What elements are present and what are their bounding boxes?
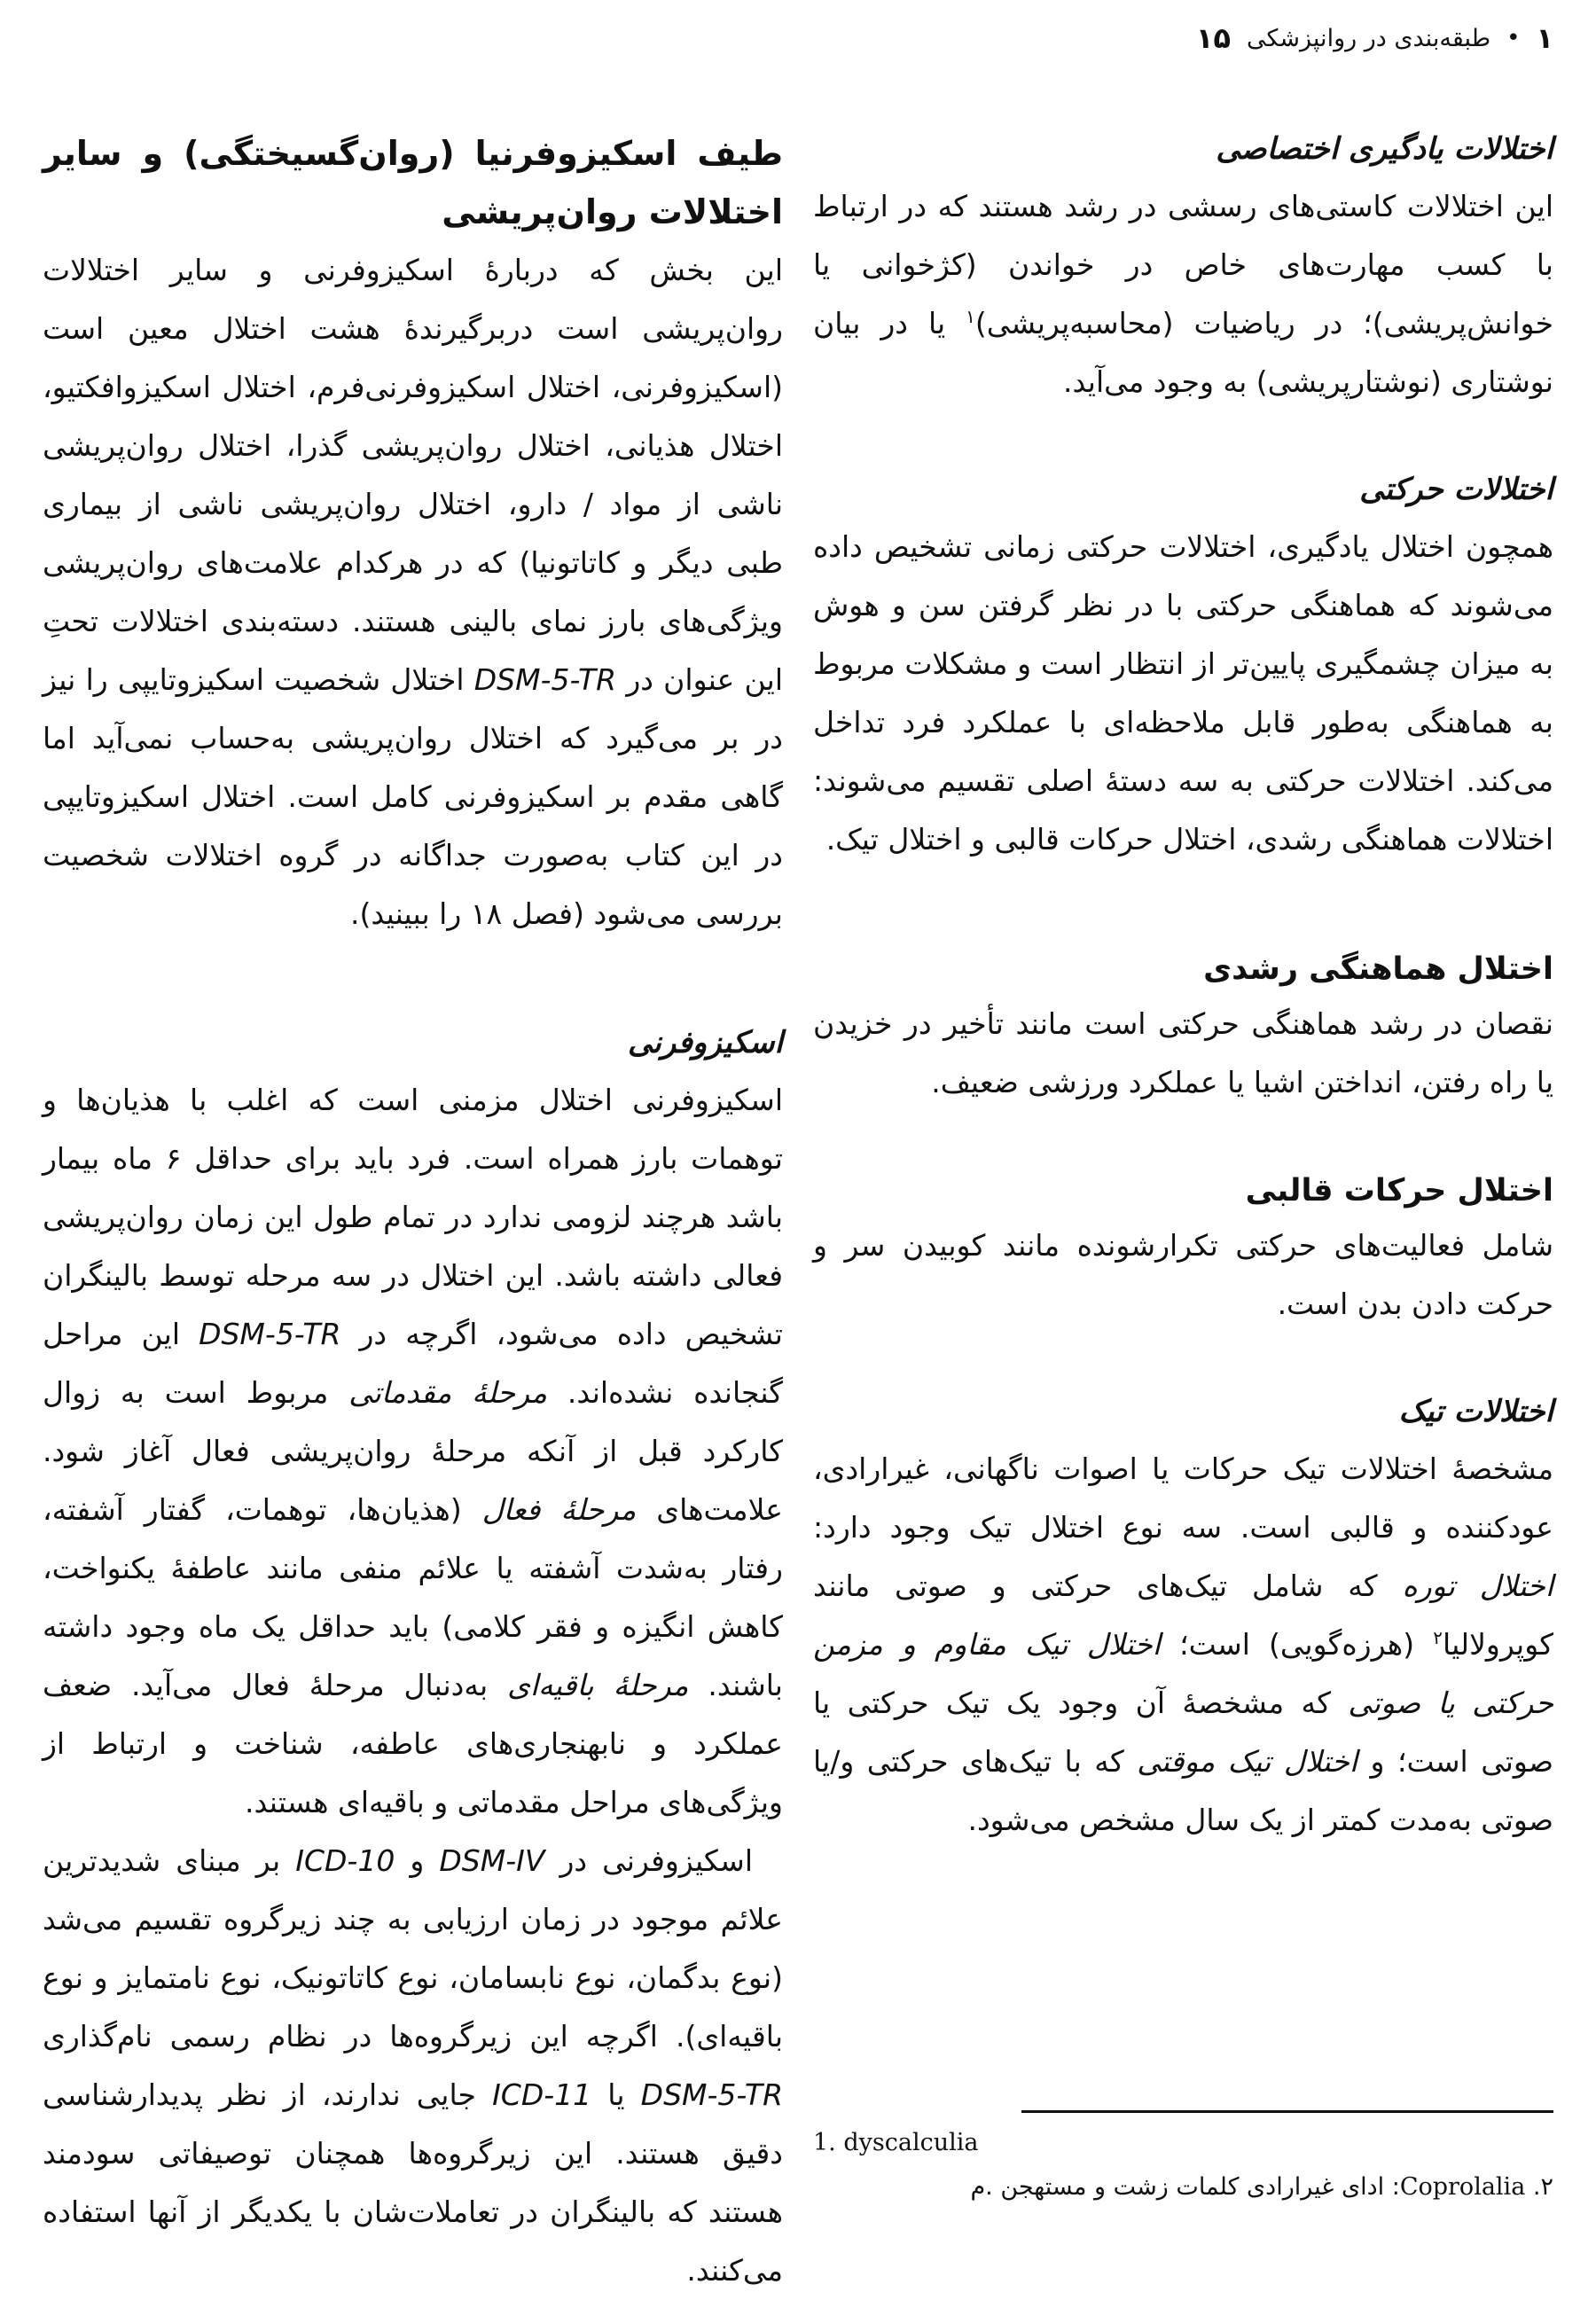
schizo2-text-b: و xyxy=(395,1843,440,1878)
schizo2-text-c: بر مبنای شدیدترین علائم موجود در زمان ارزیابی به چند زیرگروه تقسیم می‌شد (نوع بدگمان، نوع نابسامان، نوع کاتاتونیک، نوع نامتمایز و نوع باقیه‌ای). اگرچه این زیرگروه‌ها در نظام رسمی نام‌گذاری xyxy=(43,1843,783,2054)
prodromal-phase: مرحلهٔ مقدماتی xyxy=(348,1375,548,1410)
tic-text-d: (هرزه‌گویی) است؛ xyxy=(1160,1627,1434,1662)
learning-text: این اختلالات کاستی‌های رسشی در رشد هستند که در ارتباط با کسب مهارت‌های خاص در خواندن (کژخوانی یا خوانش‌پریشی)؛ در ریاضیات (محاسبه‌پریشی) xyxy=(813,189,1553,340)
schizophrenia-heading: اسکیزوفرنی xyxy=(628,1025,783,1060)
schizo-text-h: به‌دنبال مرحلهٔ فعال می‌آید. ضعف عملکرد و نابهنجاری‌های عاطفه، شناخت و ارتباط از ویژگی‌های مراحل مقدماتی و باقیه‌ای هستند. xyxy=(43,1668,783,1819)
schizo-text-b: این مراحل گنجانده نشده‌اند. xyxy=(43,1317,783,1410)
tic-text-tourette: اختلال توره xyxy=(1402,1569,1554,1603)
tic-text-chronic: اختلال تیک مقاوم و مزمن حرکتی یا صوتی xyxy=(813,1627,1553,1720)
learning-text-tail: یا در بیان نوشتاری (نوشتارپریشی) به وجود می‌آید. xyxy=(813,306,1553,399)
schizophrenia-spectrum-paragraph xyxy=(43,241,783,943)
learning-disorders-heading: اختلالات یادگیری اختصاصی xyxy=(1216,131,1553,167)
icd-10-ref: ICD-10 xyxy=(295,1843,395,1878)
schizo2-text-a: اسکیزوفرنی در xyxy=(544,1843,754,1878)
footnote-2 xyxy=(813,2165,1553,2210)
dsm-5-tr-ref: DSM-5-TR xyxy=(199,1317,341,1351)
learning-disorders-paragraph xyxy=(813,177,1553,411)
schizo2-text-d: یا xyxy=(591,2077,641,2112)
tic-disorders-heading: اختلالات تیک xyxy=(1398,1394,1553,1429)
schizo-text-d: مربوط است به زوال کارکرد قبل از آنکه مرحلهٔ روان‌پریشی فعال آغاز شود. علامت‌های xyxy=(43,1375,783,1527)
motor-disorders-paragraph: همچون اختلال یادگیری، اختلالات حرکتی زمانی تشخیص داده می‌شوند که هماهنگی حرکتی با در نظر گرفتن سن و هوش به میزان چشمگیری پایین‌تر از انتظار است و مشکلات مربوط به هماهنگی به‌طور قابل ملاحظه‌ای با عملکرد فرد تداخل می‌کند. اختلالات حرکتی به سه دستهٔ اصلی تقسیم می‌شوند: اختلالات هماهنگی رشدی، اختلال حرکات قالبی و اختلال تیک. xyxy=(813,529,1553,857)
schizo-text-f: (هذیان‌ها، توهمات، گفتار آشفته، رفتار به‌شدت آشفته یا علائم منفی مانند عاطفهٔ یکنواخت، کاهش انگیزه و فقر کلامی) باید حداقل یک ماه وجود داشته باشند. xyxy=(43,1492,783,1702)
tic-text-h: که با تیک‌های حرکتی و/یا صوتی به‌مدت کمتر از یک سال مشخص می‌شود. xyxy=(813,1744,1553,1837)
schizophrenia-spectrum-heading: طیف اسکیزوفرنیا (روان‌گسیختگی) و سایر اختلالات روان‌پریشی xyxy=(43,134,783,231)
spectrum-text-a: این بخش که دربارهٔ اسکیزوفرنی و سایر اختلالات روان‌پریشی است دربرگیرندهٔ هشت اختلال معین است (اسکیزوفرنی، اختلال اسکیزوفرنی‌فرم، اختلال اسکیزوافکتیو، اختلال هذیانی، اختلال روان‌پریشی گذرا، اختلال روان‌پریشی ناشی از مواد / دارو، اختلال روان‌پریشی ناشی از بیماری طبی دیگر و کاتاتونیا) که در هرکدام علامت‌های روان‌پریشی ویژگی‌های بارز نمای بالینی هستند. دسته‌بندی اختلالات تحتِ این عنوان در xyxy=(43,253,783,697)
spectrum-text-b: اختلال شخصیت اسکیزوتایپی را نیز در بر می‌گیرد که اختلال روان‌پریشی به‌حساب نمی‌آید اما گاهی مقدم بر اسکیزوفرنی کامل است. اختلال اسکیزوتایپی در این کتاب به‌صورت جداگانه در گروه اختلالات شخصیت بررسی می‌شود (فصل ۱۸ را ببینید). xyxy=(43,662,783,931)
chapter-title: طبقه‌بندی در روانپزشکی xyxy=(1246,24,1491,52)
chapter-number: ۱ xyxy=(1536,21,1553,55)
schizophrenia-paragraph-2 xyxy=(43,1832,783,2300)
developmental-coordination-paragraph: نقصان در رشد هماهنگی حرکتی است مانند تأخیر در خزیدن یا راه رفتن، انداختن اشیا یا عملکرد ورزشی ضعیف. xyxy=(813,1006,1553,1099)
dsm-5-tr-ref: DSM-5-TR xyxy=(640,2077,783,2112)
bullet-separator: • xyxy=(1506,25,1521,51)
residual-phase: مرحلهٔ باقیه‌ای xyxy=(507,1668,689,1702)
schizo-text-a: اسکیزوفرنی اختلال مزمنی است که اغلب با هذیان‌ها و توهمات بارز همراه است. فرد باید برای حداقل ۶ ماه بیمار باشد هرچند لزومی ندارد در تمام طول این زمان روان‌پریشی فعالی داشته باشد. این اختلال در سه مرحله توسط بالینگران تشخیص داده می‌شود، اگرچه در xyxy=(43,1083,783,1351)
page-number: ۱۵ xyxy=(1195,21,1231,55)
schizophrenia-paragraph-1 xyxy=(43,1071,783,1832)
footnotes xyxy=(813,2121,1553,2210)
stereotypic-movement-heading: اختلال حرکات قالبی xyxy=(1245,1173,1553,1209)
tic-text-c: که شامل تیک‌های حرکتی و صوتی مانند کوپرولالیا xyxy=(813,1569,1553,1662)
footnote-2-term: Coprolalia xyxy=(1399,2173,1526,2201)
footnote-divider xyxy=(1021,2110,1553,2113)
tic-text-a: مشخصهٔ اختلالات تیک حرکات یا اصوات ناگهانی، غیرارادی، عودکننده و قالبی است. سه نوع اختلال تیک وجود دارد: xyxy=(813,1451,1553,1545)
schizo2-text-e: جایی ندارند، از نظر پدیدارشناسی دقیق هستند. این زیرگروه‌ها همچنان توصیفاتی سودمند هستند که بالینگران در تعاملات‌شان با یکدیگر از آنها استفاده می‌کنند. xyxy=(43,2077,783,2288)
footnote-2-number: ۲. xyxy=(1532,2173,1553,2201)
tic-disorders-paragraph xyxy=(813,1440,1553,1850)
icd-11-ref: ICD-11 xyxy=(492,2077,592,2112)
stereotypic-movement-paragraph: شامل فعالیت‌های حرکتی تکرارشونده مانند کوبیدن سر و حرکت دادن بدن است. xyxy=(813,1228,1553,1321)
dsm-iv-ref: DSM-IV xyxy=(439,1843,545,1878)
running-header xyxy=(43,16,1553,60)
left-column xyxy=(43,124,783,2300)
tic-text-f: که مشخصهٔ آن وجود یک تیک حرکتی یا صوتی است؛ و xyxy=(813,1686,1553,1779)
developmental-coordination-heading: اختلال هماهنگی رشدی xyxy=(1203,951,1553,987)
footnote-1: 1. dyscalculia xyxy=(813,2129,979,2156)
active-phase: مرحلهٔ فعال xyxy=(481,1492,637,1527)
right-column xyxy=(813,124,1553,1850)
footnote-ref-2[interactable]: ۲ xyxy=(1433,1627,1443,1648)
tic-text-provisional: اختلال تیک موقتی xyxy=(1137,1744,1358,1779)
dsm-5-tr-ref: DSM-5-TR xyxy=(473,662,617,697)
footnote-ref-1[interactable]: ۱ xyxy=(966,306,975,327)
footnote-2-text: : ادای غیرارادی کلمات زشت و مستهجن .م xyxy=(970,2173,1400,2201)
motor-disorders-heading: اختلالات حرکتی xyxy=(1359,472,1553,507)
